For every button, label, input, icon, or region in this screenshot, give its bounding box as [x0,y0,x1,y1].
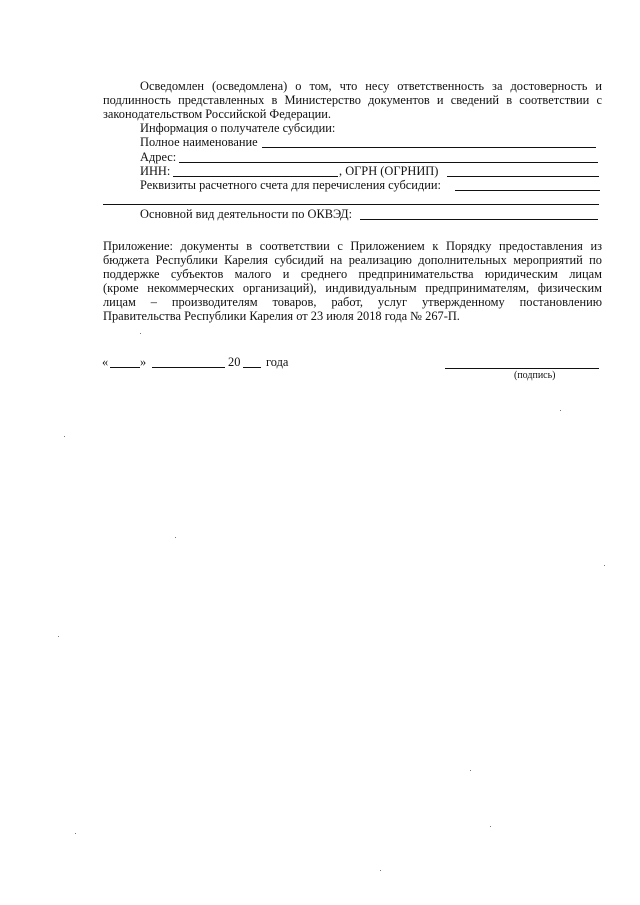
scan-speck [490,826,491,827]
address-line[interactable] [179,162,598,163]
appendix-line1: Приложение: документы в соответствии с Приложением к Порядку предоставления из [103,239,602,253]
scan-speck [604,565,605,566]
scan-speck [64,436,65,437]
recipient-heading: Информация о получателе субсидии: [140,121,336,135]
scan-speck [560,410,561,411]
signature-caption: (подпись) [514,370,556,381]
date-quote-close: » [140,355,147,369]
bank-line[interactable] [455,190,600,191]
date-month-line[interactable] [152,367,225,368]
para1-line2: подлинность представленных в Министерство документов и сведений в соответствии с [103,93,602,107]
bank-line-continued[interactable] [103,204,599,205]
inn-label: ИНН: [140,164,171,178]
scan-speck [58,636,59,637]
appendix-line6: Правительства Республики Карелия от 23 июля 2018 года № 267-П. [103,309,460,323]
scan-speck [140,333,141,334]
date-quote-open: « [102,355,109,369]
ogrn-line[interactable] [447,176,599,177]
inn-line[interactable] [173,176,338,177]
ogrn-label: , ОГРН (ОГРНИП) [339,164,439,178]
bank-label: Реквизиты расчетного счета для перечисления субсидии: [140,178,441,192]
date-day-line[interactable] [110,367,140,368]
date-year-suffix: года [266,355,289,369]
scan-speck [380,870,381,871]
para1-line1: Осведомлен (осведомлена) о том, что несу ответственность за достоверность и [140,79,602,93]
okved-label: Основной вид деятельности по ОКВЭД: [140,207,353,221]
full-name-line[interactable] [262,147,596,148]
address-label: Адрес: [140,150,177,164]
para1-line3: законодательством Российской Федерации. [103,107,332,121]
appendix-line3: поддержке субъектов малого и среднего предпринимательства юридическим лицам [103,267,602,281]
full-name-label: Полное наименование [140,135,258,149]
date-year-line[interactable] [243,367,261,368]
scan-speck [470,770,471,771]
signature-line[interactable] [445,368,599,369]
date-year-prefix: 20 [228,355,241,369]
scan-speck [175,537,176,538]
scan-speck [75,833,76,834]
appendix-line5: лицам – производителям товаров, работ, услуг утвержденному постановлению [103,295,602,309]
appendix-line2: бюджета Республики Карелия субсидий на реализацию дополнительных мероприятий по [103,253,602,267]
okved-line[interactable] [360,219,598,220]
appendix-line4: (кроме некоммерческих организаций), индивидуальным предпринимателям, физическим [103,281,602,295]
